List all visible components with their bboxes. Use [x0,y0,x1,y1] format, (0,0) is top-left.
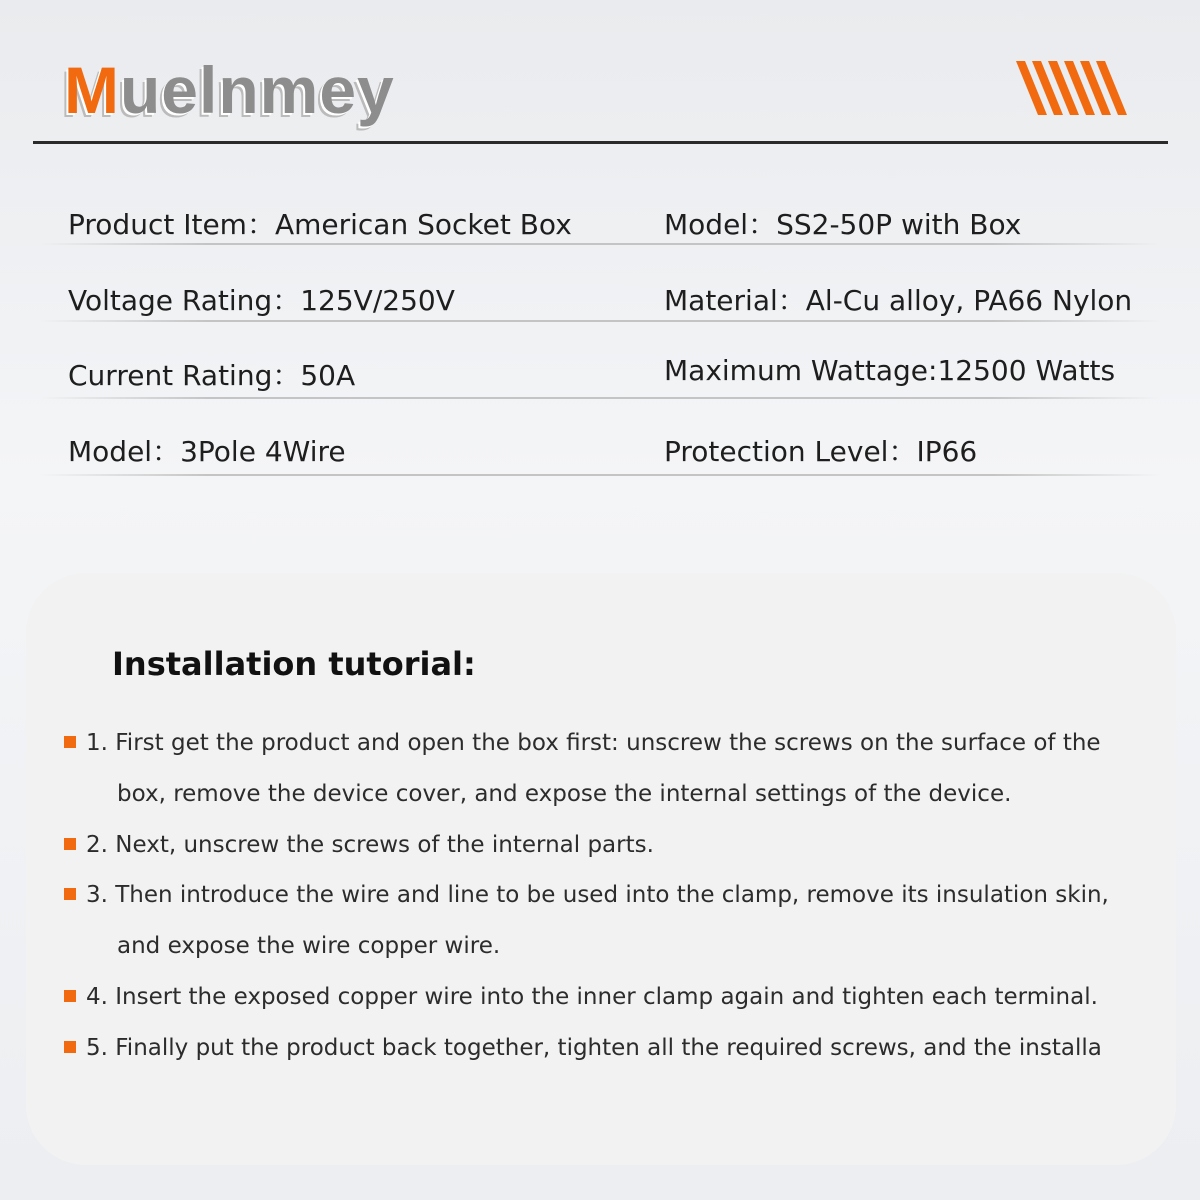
bullet-icon [64,1041,76,1053]
step-continuation: and expose the wire copper wire. [117,933,501,959]
spec-current: Current Rating：50A [68,359,356,392]
header-divider [33,141,1168,144]
bullet-icon [64,838,76,850]
spec-poles: Model：3Pole 4Wire [68,435,346,468]
spec-product-item: Product Item：American Socket Box [68,208,572,241]
spec-wattage: Maximum Wattage:12500 Watts [664,354,1116,387]
spec-protection: Protection Level：IP66 [664,435,978,468]
spec-voltage: Voltage Rating：125V/250V [68,284,455,317]
spec-model: Model：SS2-50P with Box [664,208,1022,241]
bullet-icon [64,888,76,900]
step-item: 2. Next, unscrew the screws of the internal parts. [64,832,654,858]
divider [40,320,1160,322]
stripes-logo-icon [1016,61,1128,117]
bullet-icon [64,990,76,1002]
step-item: 4. Insert the exposed copper wire into the inner clamp again and tighten each terminal. [64,984,1098,1010]
tutorial-title: Installation tutorial: [112,645,476,683]
step-item: 3. Then introduce the wire and line to be used into the clamp, remove its insulation skin, [64,882,1109,908]
step-continuation: box, remove the device cover, and expose the internal settings of the device. [117,781,1012,807]
step-item: 5. Finally put the product back together, tighten all the required screws, and the installa [64,1035,1102,1061]
step-item: 1. First get the product and open the box first: unscrew the screws on the surface of the [64,730,1101,756]
installation-card [26,573,1176,1165]
divider [40,243,1160,245]
divider [40,397,1160,399]
divider [40,474,1160,476]
bullet-icon [64,736,76,748]
brand-logo: Muelnmey [64,53,395,127]
spec-material: Material：Al-Cu alloy, PA66 Nylon [664,284,1133,317]
